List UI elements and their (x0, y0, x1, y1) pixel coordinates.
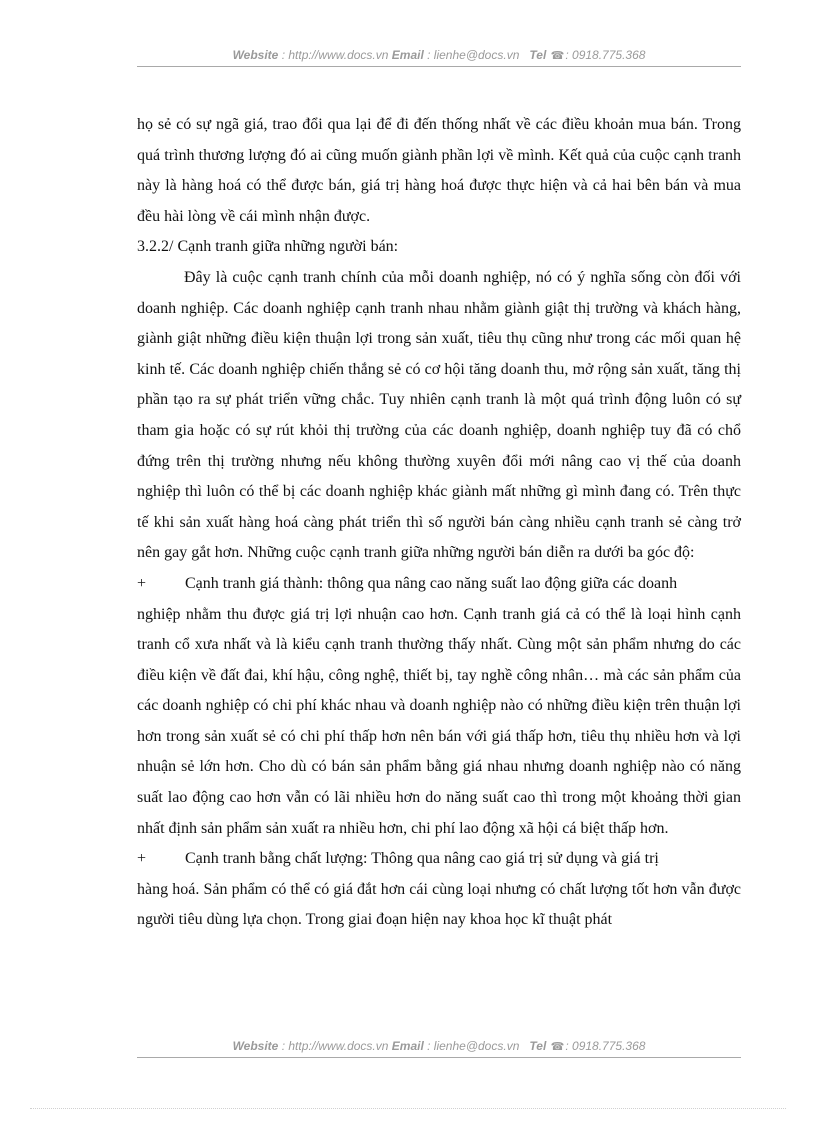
page-footer (137, 1039, 741, 1053)
bullet-2-lead: Cạnh tranh bằng chất lượng: Thông qua nâng cao giá trị sử dụng và giá trị (185, 850, 659, 868)
header-tel-value: 0918.775.368 (572, 48, 646, 62)
bullet-2-first-line (137, 844, 741, 875)
phone-icon: ☎ (550, 1041, 565, 1053)
footer-website-sep: : (278, 1039, 289, 1053)
footer-tel-label: Tel (529, 1039, 547, 1053)
footer-divider (137, 1057, 741, 1058)
bullet-2-mark: + (137, 850, 147, 868)
page-header (137, 48, 741, 62)
header-email-label: Email (391, 48, 424, 62)
header-email-sep: : (423, 48, 434, 62)
footer-website-url[interactable]: http://www.docs.vn (288, 1039, 389, 1053)
footer-email-label: Email (391, 1039, 424, 1053)
document-body (137, 110, 741, 936)
header-divider (137, 66, 741, 67)
footer-tel-sep: : (565, 1039, 573, 1053)
page-boundary (30, 1108, 786, 1109)
header-email-value[interactable]: lienhe@docs.vn (433, 48, 520, 62)
bullet-1-lead: Cạnh tranh giá thành: thông qua nâng cao năng suất lao động giữa các doanh (185, 574, 678, 592)
paragraph-1: họ sẻ có sự ngã giá, trao đổi qua lại để đi đến thống nhất về các điều khoản mua bán. Trong quá trình thương lượng đó ai cũng muốn giành phần lợi về mình. Kết quả của cuộc cạnh tranh này là hàng hoá có thể được bán, giá trị hàng hoá được thực hiện và cả hai bên bán và mua đều hài lòng về cái mình nhận được. (137, 116, 741, 225)
header-website-label: Website (232, 48, 279, 62)
paragraph-2: Đây là cuộc cạnh tranh chính của mỗi doanh nghiệp, nó có ý nghĩa sống còn đối với doanh nghiệp. Các doanh nghiệp cạnh tranh nhau nhằm giành giật thị trường và khách hàng, giành giật những điều kiện thuận lợi trong sản xuất, tiêu thụ cũng như trong các mối quan hệ kinh tế. Các doanh nghiệp chiến thắng sẻ có cơ hội tăng doanh thu, mở rộng sản xuất, tăng thị phần tạo ra sự phát triển vững chắc. Tuy nhiên cạnh tranh là một quá trình động luôn có sự tham gia hoặc có sự rút khỏi thị trường của các doanh nghiệp, doanh nghiệp tuy đã có chổ đứng trên thị trường nhưng nếu không thường xuyên đổi mới nâng cao vị thế của doanh nghiệp thì luôn có thể bị các doanh nghiệp khác giành mất những gì mình đang có. Trên thực tế khi sản xuất hàng hoá càng phát triển thì số người bán càng nhiều cạnh tranh sẻ càng trở nên gay gắt hơn. Những cuộc cạnh tranh giữa những người bán diễn ra dưới ba góc độ: (137, 268, 741, 562)
footer-tel-value: 0918.775.368 (572, 1039, 646, 1053)
footer-website-label: Website (232, 1039, 279, 1053)
header-tel-sep: : (565, 48, 573, 62)
footer-email-sep: : (423, 1039, 434, 1053)
footer-email-value[interactable]: lienhe@docs.vn (433, 1039, 520, 1053)
header-website-url[interactable]: http://www.docs.vn (288, 48, 389, 62)
bullet-2-text: hàng hoá. Sản phẩm có thể có giá đắt hơn cái cùng loại nhưng có chất lượng tốt hơn vẫn được người tiêu dùng lựa chọn. Trong giai đoạn hiện nay khoa học kĩ thuật phát (137, 880, 741, 929)
bullet-1-mark: + (137, 574, 147, 592)
section-heading: 3.2.2/ Cạnh tranh giữa những người bán: (137, 238, 399, 256)
header-tel-label: Tel (529, 48, 547, 62)
phone-icon: ☎ (550, 50, 565, 62)
bullet-1-text: nghiệp nhằm thu được giá trị lợi nhuận cao hơn. Cạnh tranh giá cả có thể là loại hình cạnh tranh cổ xưa nhất và là kiểu cạnh tranh thường thấy nhất. Cùng một sản phẩm nhưng do các điều kiện về đất đai, khí hậu, công nghệ, thiết bị, tay nghề công nhân… mà các sản phẩm của các doanh nghiệp có chi phí khác nhau và doanh nghiệp nào có những điều kiện trên thuận lợi hơn trong sản xuất sẻ có chi phí thấp hơn nên bán với giá thấp hơn, tiêu thụ nhiều hơn và lợi nhuận sẻ lớn hơn. Cho dù có bán sản phẩm bằng giá nhau nhưng doanh nghiệp nào có năng suất lao động cao hơn vẫn có lãi nhiều hơn do năng suất cao thì trong một khoảng thời gian nhất định sản phẩm sản xuất ra nhiều hơn, chi phí lao động xã hội cá biệt thấp hơn. (137, 605, 741, 837)
header-website-sep: : (278, 48, 289, 62)
bullet-1-first-line (137, 569, 741, 600)
